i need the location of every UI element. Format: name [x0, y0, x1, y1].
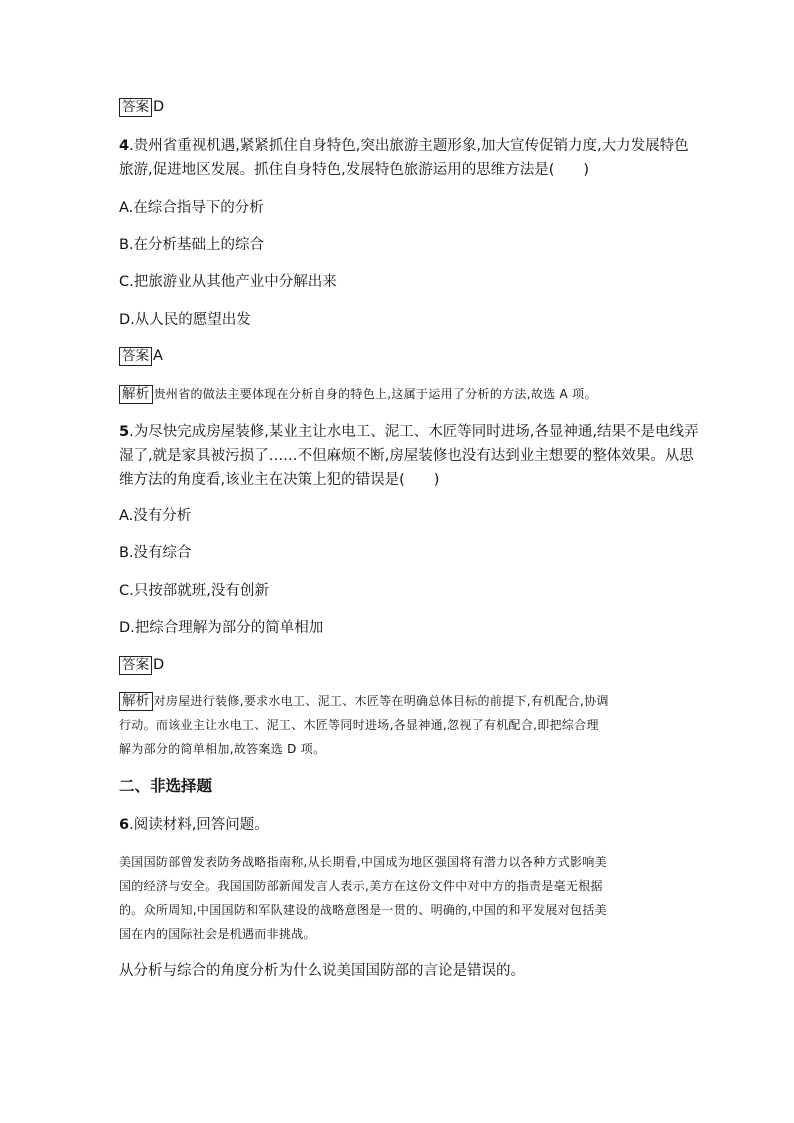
q3-answer [119, 97, 164, 117]
q4-answer [119, 346, 163, 366]
answer-value: D [153, 99, 165, 115]
answer-label: 答案 [119, 347, 152, 366]
q5-analysis-line1 [119, 691, 609, 711]
q5-option-a: A.没有分析 [119, 508, 192, 524]
q4-option-d: D.从人民的愿望出发 [119, 312, 251, 328]
answer-label: 答案 [119, 656, 152, 675]
question-number: 4 [119, 138, 130, 154]
q6-material-line1: 美国国防部曾发表防务战略指南称,从长期看,中国成为地区强国将有潜力以各种方式影响美 [119, 855, 607, 869]
analysis-label: 解析 [119, 692, 153, 711]
q5-stem-line2: 湿了,就是家具被污损了……不但麻烦不断,房屋装修也没有达到业主想要的整体效果。从思 [119, 448, 694, 464]
question-number: 6 [119, 817, 130, 833]
q5-option-d: D.把综合理解为部分的简单相加 [119, 620, 324, 636]
q6-stem [119, 815, 269, 835]
question-text: .阅读材料,回答问题。 [129, 817, 269, 833]
q4-stem-line1 [119, 136, 689, 156]
q4-option-b: B.在分析基础上的综合 [119, 237, 265, 253]
q5-answer [119, 655, 164, 675]
q6-material-line4: 国在内的国际社会是机遇而非挑战。 [119, 927, 316, 941]
q6-material-line2: 国的经济与安全。我国国防部新闻发言人表示,美方在这份文件中对中方的指责是毫无根据 [119, 879, 603, 893]
q5-option-c: C.只按部就班,没有创新 [119, 583, 269, 599]
q4-option-c: C.把旅游业从其他产业中分解出来 [119, 274, 337, 290]
analysis-label: 解析 [119, 385, 153, 404]
section-heading: 二、非选择题 [119, 777, 213, 795]
q6-question: 从分析与综合的角度分析为什么说美国国防部的言论是错误的。 [119, 963, 525, 979]
q5-stem-line3: 维方法的角度看,该业主在决策上犯的错误是( ) [119, 472, 440, 488]
q6-material-line3: 的。众所周知,中国国防和军队建设的战略意图是一贯的、明确的,中国的和平发展对包括美 [119, 903, 607, 917]
q5-stem-line1 [119, 422, 699, 442]
question-text: .为尽快完成房屋装修,某业主让水电工、泥工、木匠等同时进场,各显神通,结果不是电线弄 [129, 424, 699, 440]
answer-label: 答案 [119, 98, 152, 117]
q5-analysis-line3: 解为部分的简单相加,故答案选 D 项。 [119, 742, 326, 756]
answer-value: A [153, 348, 163, 364]
analysis-text: 对房屋进行装修,要求水电工、泥工、木匠等在明确总体目标的前提下,有机配合,协调 [153, 694, 609, 708]
question-text: .贵州省重视机遇,紧紧抓住自身特色,突出旅游主题形象,加大宣传促销力度,大力发展特色 [129, 138, 689, 154]
q4-option-a: A.在综合指导下的分析 [119, 200, 264, 216]
question-number: 5 [119, 424, 130, 440]
q5-analysis-line2: 行动。而该业主让水电工、泥工、木匠等同时进场,各显神通,忽视了有机配合,即把综合理 [119, 718, 599, 732]
answer-value: D [153, 657, 165, 673]
analysis-text: 贵州省的做法主要体现在分析自身的特色上,这属于运用了分析的方法,故选 A 项。 [153, 387, 597, 401]
q4-analysis [119, 384, 597, 404]
q4-stem-line2: 旅游,促进地区发展。抓住自身特色,发展特色旅游运用的思维方法是( ) [119, 162, 590, 178]
q5-option-b: B.没有综合 [119, 545, 192, 561]
